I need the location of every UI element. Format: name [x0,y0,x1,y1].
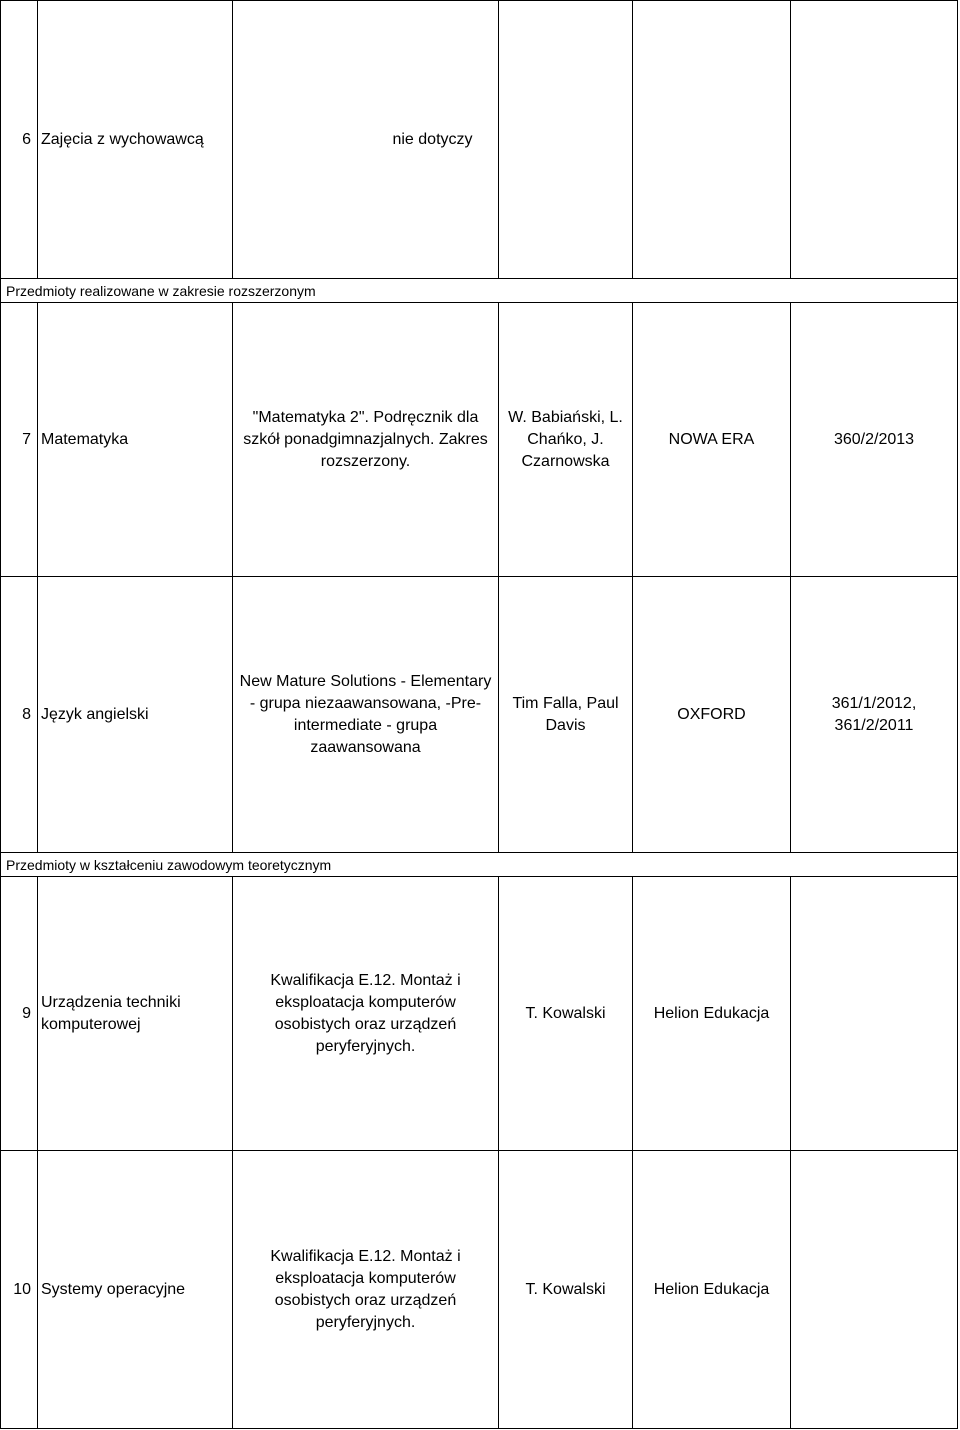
section-header-vocational: Przedmioty w kształceniu zawodowym teoretycznym [6,856,332,873]
row-number: 7 [22,430,31,448]
title-cell: Kwalifikacja E.12. Montaż i eksploatacja komputerów osobistych oraz urządzeń peryferyjnych. [270,1247,461,1331]
publisher-cell: Helion Edukacja [653,1004,770,1022]
title-cell: Kwalifikacja E.12. Montaż i eksploatacja komputerów osobistych oraz urządzeń peryferyjnych. [270,971,461,1055]
publisher-cell: Helion Edukacja [653,1280,770,1298]
subject-cell: Systemy operacyjne [41,1280,186,1298]
authors-cell: Tim Falla, Paul Davis [512,694,619,734]
title-cell: nie dotyczy [392,130,473,148]
grid-line [790,876,791,1429]
subject-cell: Matematyka [41,430,129,448]
title-cell: New Mature Solutions - Elementary - grupa niezaawansowana, -Pre- intermediate - grupa zaawansowana [239,672,492,756]
approval-number-cell: 360/2/2013 [833,430,915,448]
approval-number-cell: 361/1/2012, 361/2/2011 [831,694,917,734]
authors-cell: T. Kowalski [525,1280,606,1298]
row-number: 6 [22,130,31,148]
row-number: 10 [13,1280,31,1298]
authors-cell: T. Kowalski [525,1004,606,1022]
publisher-cell: OXFORD [677,705,746,723]
section-header-extended: Przedmioty realizowane w zakresie rozszerzonym [6,282,316,299]
authors-cell: W. Babiański, L. Chańko, J. Czarnowska [508,408,623,470]
publisher-cell: NOWA ERA [668,430,755,448]
grid-line [957,0,958,1429]
grid-line [0,1428,958,1429]
grid-line [790,0,791,279]
subject-cell: Zajęcia z wychowawcą [41,130,204,148]
subject-cell: Język angielski [41,705,149,723]
subject-cell: Urządzenia techniki komputerowej [41,993,181,1033]
row-number: 9 [22,1004,31,1022]
row-number: 8 [22,705,31,723]
title-cell: "Matematyka 2". Podręcznik dla szkół ponadgimnazjalnych. Zakres rozszerzony. [243,408,488,470]
grid-line [632,0,633,279]
